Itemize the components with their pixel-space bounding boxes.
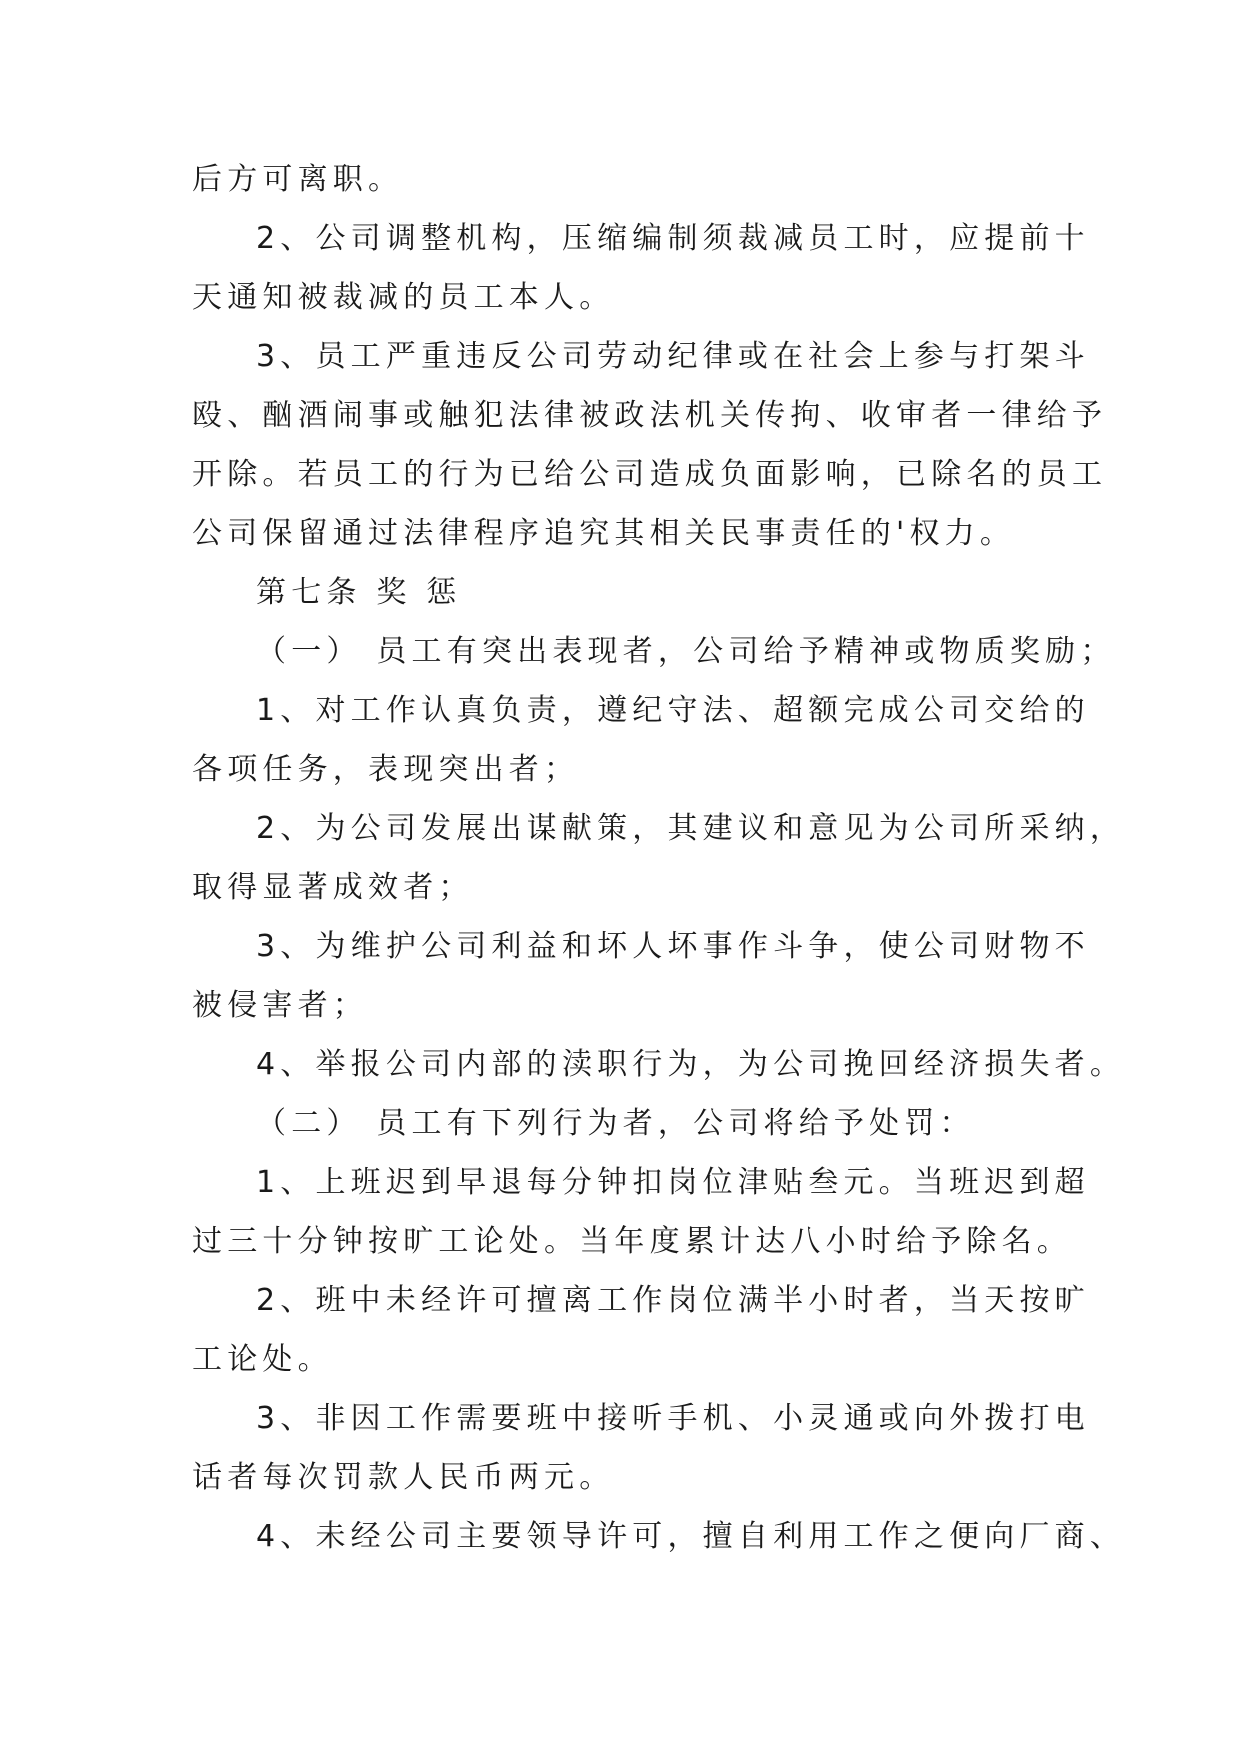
text-line-4: 3、员工严重违反公司劳动纪律或在社会上参与打架斗 xyxy=(256,339,1090,374)
text-line-1: 后方可离职。 xyxy=(192,162,404,197)
text-line-24: 4、未经公司主要领导许可，擅自利用工作之便向厂商、 xyxy=(256,1519,1126,1554)
text-line-11: 各项任务，表现突出者； xyxy=(192,752,580,787)
subsection-heading-rewards: （一） 员工有突出表现者，公司给予精神或物质奖励； xyxy=(256,634,1116,669)
text-line-10: 1、对工作认真负责，遵纪守法、超额完成公司交给的 xyxy=(256,693,1090,728)
text-line-15: 被侵害者； xyxy=(192,988,368,1023)
text-line-13: 取得显著成效者； xyxy=(192,870,474,905)
text-line-3: 天通知被裁减的员工本人。 xyxy=(192,280,615,315)
text-line-19: 过三十分钟按旷工论处。当年度累计达八小时给予除名。 xyxy=(192,1224,1072,1259)
document-body xyxy=(192,150,1126,1566)
text-line-22: 3、非因工作需要班中接听手机、小灵通或向外拨打电 xyxy=(256,1401,1090,1436)
text-line-18: 1、上班迟到早退每分钟扣岗位津贴叁元。当班迟到超 xyxy=(256,1165,1090,1200)
text-line-16: 4、举报公司内部的渎职行为，为公司挽回经济损失者。 xyxy=(256,1047,1126,1082)
section-heading-article-7: 第七条 奖 惩 xyxy=(256,575,462,610)
text-line-6: 开除。若员工的行为已给公司造成负面影响，已除名的员工 xyxy=(192,457,1108,492)
text-line-20: 2、班中未经许可擅离工作岗位满半小时者，当天按旷 xyxy=(256,1283,1090,1318)
subsection-heading-penalties: （二） 员工有下列行为者，公司将给予处罚： xyxy=(256,1106,975,1141)
text-line-5: 殴、酗酒闹事或触犯法律被政法机关传拘、收审者一律给予 xyxy=(192,398,1108,433)
text-line-12: 2、为公司发展出谋献策，其建议和意见为公司所采纳， xyxy=(256,811,1126,846)
text-line-21: 工论处。 xyxy=(192,1342,333,1377)
text-line-7: 公司保留通过法律程序追究其相关民事责任的'权力。 xyxy=(192,516,1016,551)
text-line-2: 2、公司调整机构，压缩编制须裁减员工时，应提前十 xyxy=(256,221,1090,256)
text-line-23: 话者每次罚款人民币两元。 xyxy=(192,1460,615,1495)
text-line-14: 3、为维护公司利益和坏人坏事作斗争，使公司财物不 xyxy=(256,929,1090,964)
